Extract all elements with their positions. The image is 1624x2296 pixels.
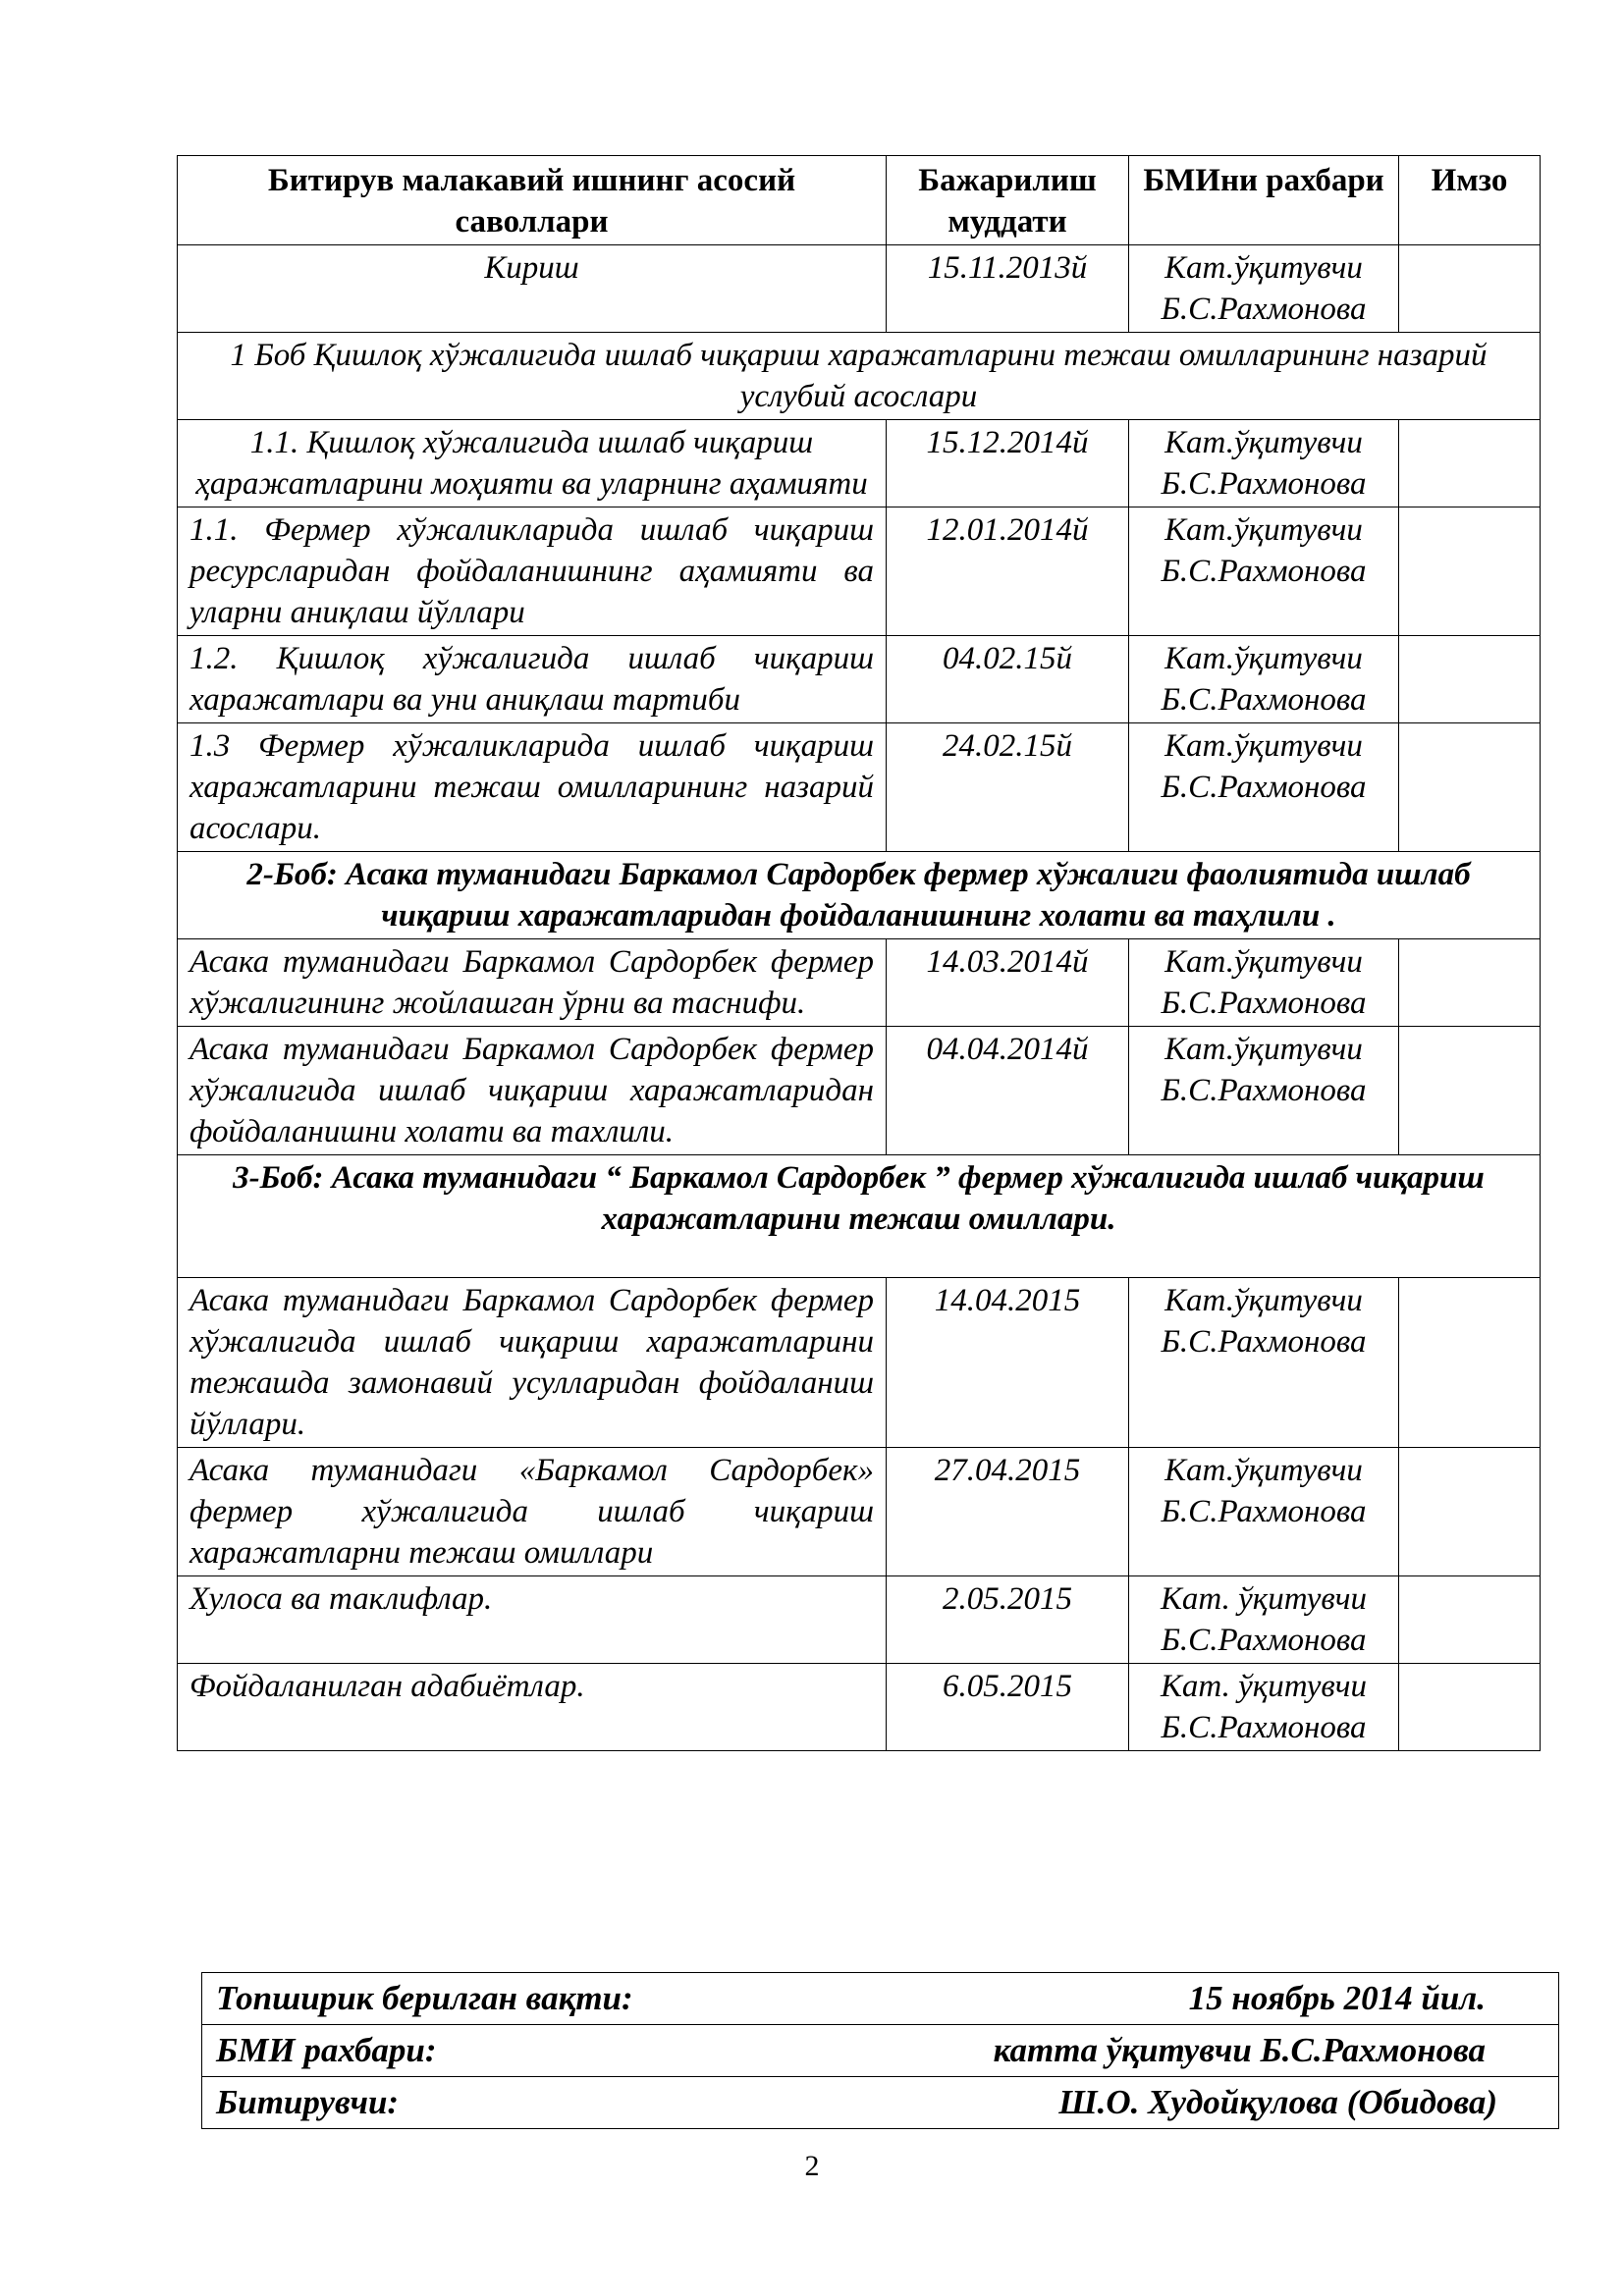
row-date: 2.05.2015 — [887, 1576, 1129, 1664]
row-date: 15.11.2013й — [887, 245, 1129, 333]
supervisor-value: катта ўқитувчи Б.С.Рахмонова — [993, 2031, 1486, 2069]
table-row — [178, 1278, 1541, 1448]
row-signature — [1399, 245, 1541, 333]
graduate-row — [202, 2077, 1559, 2129]
supervisor-label: БМИ рахбари: — [216, 2031, 437, 2069]
header-supervisor: БМИни рахбари — [1129, 156, 1399, 245]
header-signature: Имзо — [1399, 156, 1541, 245]
row-title: 1.1. Фермер хўжаликларида ишлаб чиқариш ресурсларидан фойдаланишнинг аҳамияти ва уларни аниқлаш йўллари — [178, 507, 887, 636]
header-deadline: Бажарилиш муддати — [887, 156, 1129, 245]
row-date: 04.02.15й — [887, 636, 1129, 723]
row-title: Фойдаланилган адабиётлар. — [178, 1664, 887, 1751]
table-row — [178, 420, 1541, 507]
table-row — [178, 1027, 1541, 1155]
row-date: 04.04.2014й — [887, 1027, 1129, 1155]
row-signature — [1399, 1448, 1541, 1576]
table-row — [178, 1576, 1541, 1664]
row-signature — [1399, 723, 1541, 852]
table-row — [178, 507, 1541, 636]
row-date: 27.04.2015 — [887, 1448, 1129, 1576]
chapter-row — [178, 1155, 1541, 1278]
supervisor-row — [202, 2025, 1559, 2077]
chapter-row — [178, 333, 1541, 420]
row-supervisor: Кат. ўқитувчи Б.С.Рахмонова — [1129, 1664, 1399, 1751]
graduate-value: Ш.О. Худойқулова (Обидова) — [1058, 2083, 1497, 2121]
row-date: 6.05.2015 — [887, 1664, 1129, 1751]
row-supervisor: Кат.ўқитувчи Б.С.Рахмонова — [1129, 507, 1399, 636]
row-signature — [1399, 1664, 1541, 1751]
row-signature — [1399, 939, 1541, 1027]
table-row — [178, 245, 1541, 333]
assigned-label: Топширик берилган вақти: — [216, 1979, 633, 2017]
row-title: 1.2. Қишлоқ хўжалигида ишлаб чиқариш харажатлари ва уни аниқлаш тартиби — [178, 636, 887, 723]
row-date: 14.03.2014й — [887, 939, 1129, 1027]
row-title: 1.1. Қишлоқ хўжалигида ишлаб чиқариш ҳаражатларини моҳияти ва уларнинг аҳамияти — [178, 420, 887, 507]
row-supervisor: Кат.ўқитувчи Б.С.Рахмонова — [1129, 723, 1399, 852]
row-title: Хулоса ва таклифлар. — [178, 1576, 887, 1664]
row-supervisor: Кат.ўқитувчи Б.С.Рахмонова — [1129, 1027, 1399, 1155]
table-body — [178, 245, 1541, 1751]
table-row — [178, 636, 1541, 723]
row-signature — [1399, 1027, 1541, 1155]
row-signature — [1399, 1278, 1541, 1448]
row-date: 12.01.2014й — [887, 507, 1129, 636]
row-supervisor: Кат.ўқитувчи Б.С.Рахмонова — [1129, 636, 1399, 723]
assigned-row — [202, 1973, 1559, 2025]
table-row — [178, 723, 1541, 852]
row-signature — [1399, 507, 1541, 636]
row-date: 15.12.2014й — [887, 420, 1129, 507]
row-supervisor: Кат. ўқитувчи Б.С.Рахмонова — [1129, 1576, 1399, 1664]
row-date: 14.04.2015 — [887, 1278, 1129, 1448]
chapter-title: 2-Боб: Асака туманидаги Баркамол Сардорбек фермер хўжалиги фаолиятида ишлаб чиқариш харажатларидан фойдаланишнинг холати ва таҳлили . — [178, 852, 1541, 939]
assignment-info-table — [201, 1972, 1559, 2129]
row-title: Кириш — [178, 245, 887, 333]
row-title: Асака туманидаги Баркамол Сардорбек фермер хўжалигида ишлаб чиқариш харажатларини тежашда замонавий усулларидан фойдаланиш йўллари. — [178, 1278, 887, 1448]
chapter-title: 1 Боб Қишлоқ хўжалигида ишлаб чиқариш харажатларини тежаш омилларининг назарий услубий асослари — [178, 333, 1541, 420]
row-signature — [1399, 1576, 1541, 1664]
table-row — [178, 1664, 1541, 1751]
chapter-row — [178, 852, 1541, 939]
row-signature — [1399, 636, 1541, 723]
row-supervisor: Кат.ўқитувчи Б.С.Рахмонова — [1129, 1448, 1399, 1576]
row-supervisor: Кат.ўқитувчи Б.С.Рахмонова — [1129, 245, 1399, 333]
row-title: 1.3 Фермер хўжаликларида ишлаб чиқариш харажатларини тежаш омилларининг назарий асослари. — [178, 723, 887, 852]
row-supervisor: Кат.ўқитувчи Б.С.Рахмонова — [1129, 420, 1399, 507]
graduate-label: Битирувчи: — [216, 2083, 400, 2121]
row-supervisor: Кат.ўқитувчи Б.С.Рахмонова — [1129, 1278, 1399, 1448]
assigned-value: 15 ноябрь 2014 йил. — [1188, 1979, 1486, 2017]
table-row — [178, 1448, 1541, 1576]
row-title: Асака туманидаги «Баркамол Сардорбек» фермер хўжалигида ишлаб чиқариш харажатларни тежаш омиллари — [178, 1448, 887, 1576]
page-number: 2 — [804, 2150, 820, 2182]
row-supervisor: Кат.ўқитувчи Б.С.Рахмонова — [1129, 939, 1399, 1027]
row-signature — [1399, 420, 1541, 507]
header-questions: Битирув малакавий ишнинг асосий саволлари — [178, 156, 887, 245]
thesis-plan-table — [177, 155, 1541, 1751]
chapter-title: 3-Боб: Асака туманидаги “ Баркамол Сардорбек ” фермер хўжалигида ишлаб чиқариш харажатларини тежаш омиллари. — [178, 1155, 1541, 1278]
table-header-row — [178, 156, 1541, 245]
row-date: 24.02.15й — [887, 723, 1129, 852]
row-title: Асака туманидаги Баркамол Сардорбек фермер хўжалигининг жойлашган ўрни ва таснифи. — [178, 939, 887, 1027]
row-title: Асака туманидаги Баркамол Сардорбек фермер хўжалигида ишлаб чиқариш харажатларидан фойдаланишни холати ва тахлили. — [178, 1027, 887, 1155]
table-row — [178, 939, 1541, 1027]
